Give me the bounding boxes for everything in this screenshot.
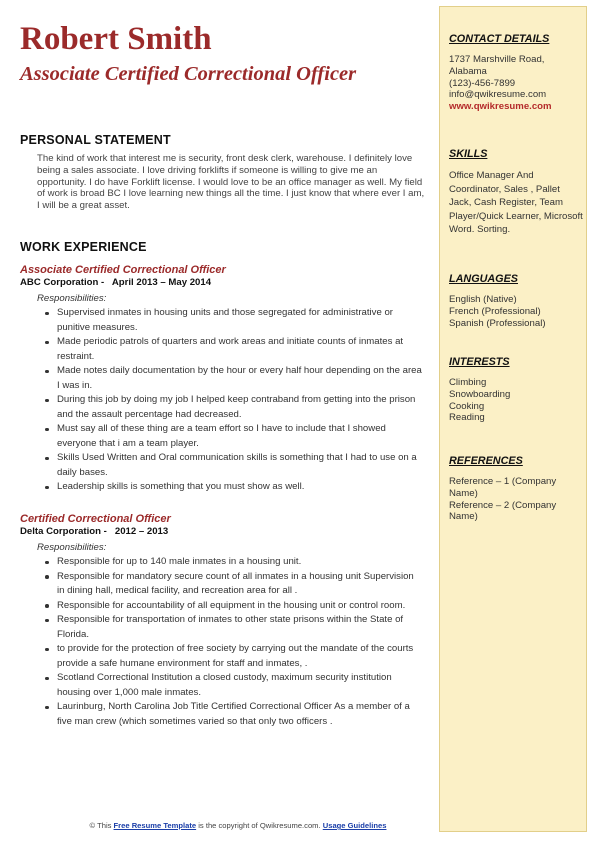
list-item: to provide for the protection of free society by carrying out the mandate of the courts provide a safe humane environment for staff and inmates, . bbox=[57, 642, 422, 671]
list-item: Made periodic patrols of quarters and work areas and initiate counts of inmates at restraint. bbox=[57, 335, 422, 364]
list-item: Supervised inmates in housing units and those segregated for administrative or punitive measures. bbox=[57, 306, 422, 335]
list-item: Responsible for mandatory secure count of all inmates in a housing unit Supervision in dining hall, medical facility, and recreation area for all . bbox=[57, 570, 422, 599]
list-item: Responsible for up to 140 male inmates in a housing unit. bbox=[57, 555, 422, 570]
responsibilities-label: Responsibilities: bbox=[37, 542, 107, 553]
list-item: Reference – 2 (Company Name) bbox=[449, 499, 557, 523]
job-title: Associate Certified Correctional Officer bbox=[20, 264, 226, 276]
references-section bbox=[449, 455, 583, 523]
list-item: Reading bbox=[449, 412, 485, 424]
personal-statement-heading: PERSONAL STATEMENT bbox=[20, 133, 171, 147]
list-item: Spanish (Professional) bbox=[449, 317, 546, 329]
personal-statement-text: The kind of work that interest me is security, front desk clerk, warehouse. I definitely love being a sales associate. I love driving forklifts if someone is willing to give me an opportunity. I do have Forklift license. I would love to be an office manager as well. My field of work is broad BC I love learning new things all the time. I just know that where ever I am, I will be a great asset. bbox=[37, 153, 425, 212]
responsibilities-list bbox=[20, 306, 425, 495]
address-line2: Alabama bbox=[449, 65, 487, 77]
address-line1: 1737 Marshville Road, bbox=[449, 54, 545, 65]
list-item: During this job by doing my job I helped keep contraband from getting into the prison and the assault percentage had decreased. bbox=[57, 393, 422, 422]
list-item: Made notes daily documentation by the hour or every half hour depending on the area I was in. bbox=[57, 364, 422, 393]
languages-heading: LANGUAGES bbox=[449, 273, 518, 285]
list-item: Snowboarding bbox=[449, 388, 511, 400]
list-item: Climbing bbox=[449, 377, 487, 388]
job-entry-1 bbox=[20, 264, 425, 495]
interests-section bbox=[449, 356, 583, 424]
work-experience-heading: WORK EXPERIENCE bbox=[20, 240, 147, 254]
skills-text: Office Manager And Coordinator, Sales , Pallet Jack, Cash Register, Team Player/Quick Learner, Microsoft Word. Sorting. bbox=[449, 170, 583, 235]
interests-heading: INTERESTS bbox=[449, 356, 510, 368]
languages-section bbox=[449, 273, 583, 329]
website-link[interactable]: www.qwikresume.com bbox=[449, 101, 552, 113]
main-body bbox=[20, 0, 425, 842]
responsibilities-list bbox=[20, 555, 425, 729]
job-title: Certified Correctional Officer bbox=[20, 513, 171, 525]
footer bbox=[0, 821, 476, 830]
list-item: English (Native) bbox=[449, 294, 517, 305]
candidate-title: Associate Certified Correctional Officer bbox=[20, 63, 357, 85]
list-item: Responsible for accountability of all equipment in the housing unit or control room. bbox=[57, 599, 422, 614]
list-item: Responsible for transportation of inmates to other state prisons within the State of Florida. bbox=[57, 613, 422, 642]
list-item: Reference – 1 (Company Name) bbox=[449, 476, 557, 499]
list-item: Skills Used Written and Oral communication skills is something that I had to use on a daily bases. bbox=[57, 451, 422, 480]
candidate-name: Robert Smith bbox=[20, 21, 212, 57]
job-company-dates: Delta Corporation - 2012 – 2013 bbox=[20, 526, 169, 537]
contact-heading: CONTACT DETAILS bbox=[449, 33, 550, 45]
list-item: Must say all of these thing are a team effort so I have to include that I showed everyone that i am a team player. bbox=[57, 422, 422, 451]
job-company-dates: ABC Corporation - April 2013 – May 2014 bbox=[20, 277, 212, 288]
list-item: Laurinburg, North Carolina Job Title Certified Correctional Officer As a member of a five man crew (which sometimes varied so that only two officers . bbox=[57, 700, 422, 729]
references-heading: REFERENCES bbox=[449, 455, 523, 467]
email[interactable]: info@qwikresume.com bbox=[449, 89, 547, 101]
list-item: Cooking bbox=[449, 400, 485, 412]
contact-section bbox=[449, 33, 583, 113]
responsibilities-label: Responsibilities: bbox=[37, 293, 107, 304]
skills-heading: SKILLS bbox=[449, 148, 488, 160]
list-item: Scotland Correctional Institution a closed custody, maximum security institution housing over 1,000 male inmates. bbox=[57, 671, 422, 700]
footer-middle: is the copyright of Qwikresume.com. bbox=[196, 821, 323, 830]
sidebar bbox=[439, 6, 587, 832]
job-entry-2 bbox=[20, 513, 425, 729]
skills-section bbox=[449, 148, 583, 237]
list-item: Leadership skills is something that you must show as well. bbox=[57, 480, 422, 495]
free-resume-template-link[interactable]: Free Resume Template bbox=[113, 821, 197, 830]
list-item: French (Professional) bbox=[449, 305, 541, 317]
footer-prefix: © This bbox=[89, 821, 114, 830]
usage-guidelines-link[interactable]: Usage Guidelines bbox=[322, 821, 387, 830]
phone: (123)-456-7899 bbox=[449, 77, 516, 89]
